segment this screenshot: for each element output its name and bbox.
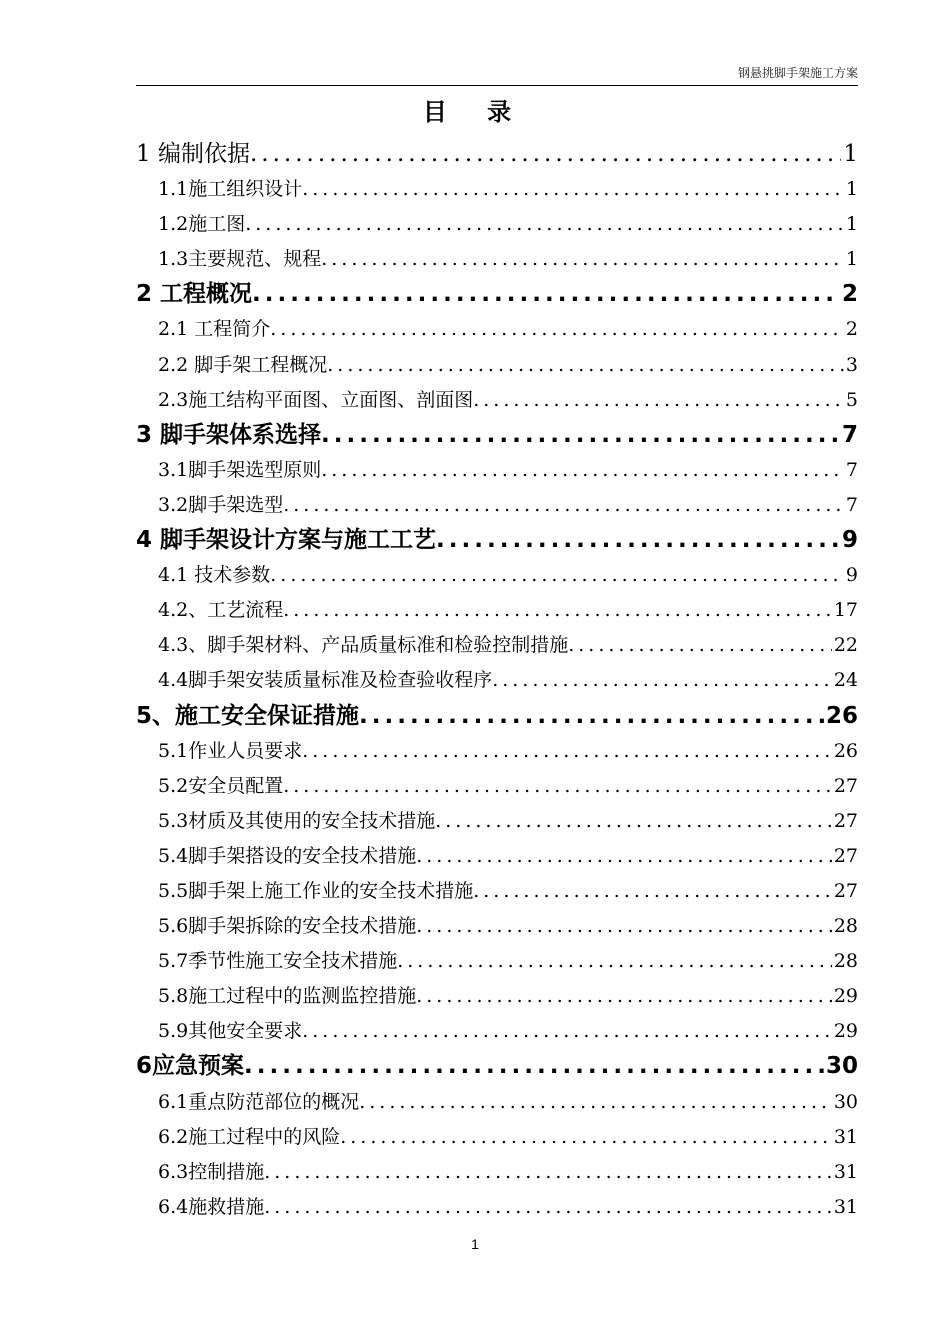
toc-entry-page: 27 (833, 879, 858, 902)
toc-entry-page: 27 (833, 774, 858, 797)
toc-section-entry[interactable] (136, 839, 858, 874)
toc-entry-page: 9 (845, 564, 858, 587)
toc-dot-leader (435, 804, 832, 839)
toc-entry-label: 4.2、工艺流程 (158, 599, 284, 622)
toc-section-entry[interactable] (136, 383, 858, 418)
toc-dot-leader (302, 734, 832, 769)
toc-entry-label: 1.3主要规范、规程 (158, 248, 322, 271)
toc-entry-label: 3.2脚手架选型 (158, 493, 284, 516)
table-of-contents (136, 137, 858, 1225)
toc-dot-leader (397, 944, 832, 979)
toc-dot-leader (250, 137, 841, 172)
toc-entry-label: 3 脚手架体系选择 (136, 421, 322, 448)
toc-section-entry[interactable] (136, 769, 858, 804)
toc-entry-label: 5、施工安全保证措施 (136, 702, 360, 729)
toc-entry-label: 5.1作业人员要求 (158, 739, 303, 762)
toc-dot-leader (302, 172, 844, 207)
toc-dot-leader (252, 277, 840, 312)
toc-entry-label: 5.2安全员配置 (158, 774, 284, 797)
toc-dot-leader (492, 663, 832, 698)
toc-entry-label: 1.2施工图 (158, 213, 246, 236)
toc-dot-leader (321, 418, 840, 453)
toc-entry-label: 5.5脚手架上施工作业的安全技术措施 (158, 879, 474, 902)
toc-entry-page: 30 (833, 1090, 858, 1113)
toc-entry-page: 31 (833, 1195, 858, 1218)
toc-entry-page: 2 (841, 281, 858, 308)
toc-section-entry[interactable] (136, 1014, 858, 1049)
toc-dot-leader (270, 558, 844, 593)
toc-entry-label: 4.4脚手架安装质量标准及检查验收程序 (158, 669, 493, 692)
toc-section-entry[interactable] (136, 593, 858, 628)
toc-entry-label: 5.7季节性施工安全技术措施 (158, 950, 398, 973)
toc-section-entry[interactable] (136, 909, 858, 944)
toc-chapter-entry[interactable] (136, 418, 858, 453)
toc-entry-page: 31 (833, 1125, 858, 1148)
toc-section-entry[interactable] (136, 979, 858, 1014)
running-header: 钢悬挑脚手架施工方案 (737, 66, 858, 80)
toc-dot-leader (264, 1190, 832, 1225)
toc-entry-label: 4.3、脚手架材料、产品质量标准和检验控制措施 (158, 634, 569, 657)
toc-dot-leader (359, 699, 824, 734)
toc-chapter-entry[interactable] (136, 1049, 858, 1084)
toc-entry-page: 17 (833, 599, 858, 622)
toc-entry-page: 5 (845, 388, 858, 411)
page-title: 目 录 (422, 98, 528, 126)
toc-section-entry[interactable] (136, 1085, 858, 1120)
toc-dot-leader (436, 523, 840, 558)
toc-dot-leader (416, 979, 832, 1014)
toc-entry-page: 1 (845, 248, 858, 271)
toc-entry-label: 6.3控制措施 (158, 1160, 265, 1183)
toc-section-entry[interactable] (136, 663, 858, 698)
toc-section-entry[interactable] (136, 1190, 858, 1225)
toc-section-entry[interactable] (136, 804, 858, 839)
toc-dot-leader (321, 453, 844, 488)
toc-entry-page: 30 (825, 1053, 858, 1080)
toc-entry-page: 9 (841, 527, 858, 554)
toc-entry-page: 7 (845, 458, 858, 481)
toc-entry-label: 6.4施救措施 (158, 1195, 265, 1218)
toc-entry-page: 1 (845, 213, 858, 236)
toc-entry-label: 1 编制依据 (136, 141, 250, 167)
toc-dot-leader (327, 348, 844, 383)
header-divider (136, 85, 858, 86)
toc-entry-label: 5.8施工过程中的监测监控措施 (158, 985, 417, 1008)
toc-entry-label: 2 工程概况 (136, 281, 253, 308)
toc-section-entry[interactable] (136, 453, 858, 488)
toc-entry-page: 7 (841, 421, 858, 448)
toc-section-entry[interactable] (136, 1155, 858, 1190)
toc-entry-page: 1 (843, 141, 858, 167)
toc-entry-label: 6.1重点防范部位的概况 (158, 1090, 360, 1113)
toc-entry-label: 5.6脚手架拆除的安全技术措施 (158, 915, 417, 938)
toc-dot-leader (568, 628, 832, 663)
toc-entry-page: 26 (825, 702, 858, 729)
toc-dot-leader (270, 312, 844, 347)
toc-dot-leader (416, 839, 832, 874)
toc-entry-label: 1.1施工组织设计 (158, 178, 303, 201)
toc-entry-page: 7 (845, 493, 858, 516)
toc-chapter-entry[interactable] (136, 137, 858, 172)
toc-section-entry[interactable] (136, 312, 858, 347)
toc-entry-page: 27 (833, 844, 858, 867)
toc-dot-leader (302, 1014, 832, 1049)
toc-entry-label: 5.9其他安全要求 (158, 1020, 303, 1043)
toc-chapter-entry[interactable] (136, 699, 858, 734)
toc-entry-page: 27 (833, 809, 858, 832)
toc-chapter-entry[interactable] (136, 523, 858, 558)
toc-dot-leader (283, 488, 844, 523)
toc-chapter-entry[interactable] (136, 277, 858, 312)
toc-entry-page: 24 (833, 669, 858, 692)
toc-section-entry[interactable] (136, 242, 858, 277)
toc-dot-leader (264, 1155, 832, 1190)
toc-dot-leader (283, 769, 832, 804)
toc-entry-label: 5.3材质及其使用的安全技术措施 (158, 809, 436, 832)
toc-entry-page: 2 (845, 318, 858, 341)
toc-entry-label: 4 脚手架设计方案与施工工艺 (136, 527, 437, 554)
toc-section-entry[interactable] (136, 207, 858, 242)
toc-section-entry[interactable] (136, 628, 858, 663)
toc-dot-leader (359, 1085, 832, 1120)
toc-dot-leader (340, 1120, 832, 1155)
toc-entry-page: 28 (833, 915, 858, 938)
toc-entry-page: 29 (833, 985, 858, 1008)
toc-entry-label: 5.4脚手架搭设的安全技术措施 (158, 844, 417, 867)
toc-entry-label: 2.1 工程简介 (158, 318, 271, 341)
toc-section-entry[interactable] (136, 734, 858, 769)
toc-dot-leader (283, 593, 832, 628)
toc-entry-page: 31 (833, 1160, 858, 1183)
toc-section-entry[interactable] (136, 944, 858, 979)
toc-entry-page: 28 (833, 950, 858, 973)
toc-dot-leader (321, 242, 844, 277)
toc-entry-label: 2.2 脚手架工程概况 (158, 353, 328, 376)
toc-dot-leader (245, 207, 844, 242)
toc-entry-label: 4.1 技术参数 (158, 564, 271, 587)
page-number: 1 (471, 1236, 479, 1252)
toc-section-entry[interactable] (136, 1120, 858, 1155)
toc-dot-leader (473, 383, 844, 418)
toc-entry-page: 3 (845, 353, 858, 376)
toc-entry-page: 26 (833, 739, 858, 762)
toc-entry-page: 1 (845, 178, 858, 201)
toc-entry-page: 29 (833, 1020, 858, 1043)
toc-entry-label: 3.1脚手架选型原则 (158, 458, 322, 481)
toc-section-entry[interactable] (136, 488, 858, 523)
toc-entry-label: 6应急预案 (136, 1053, 245, 1080)
toc-section-entry[interactable] (136, 558, 858, 593)
toc-dot-leader (416, 909, 832, 944)
toc-section-entry[interactable] (136, 874, 858, 909)
toc-dot-leader (473, 874, 832, 909)
toc-entry-label: 2.3施工结构平面图、立面图、剖面图 (158, 388, 474, 411)
toc-section-entry[interactable] (136, 172, 858, 207)
toc-dot-leader (244, 1049, 824, 1084)
toc-entry-page: 22 (833, 634, 858, 657)
toc-entry-label: 6.2施工过程中的风险 (158, 1125, 341, 1148)
toc-section-entry[interactable] (136, 348, 858, 383)
